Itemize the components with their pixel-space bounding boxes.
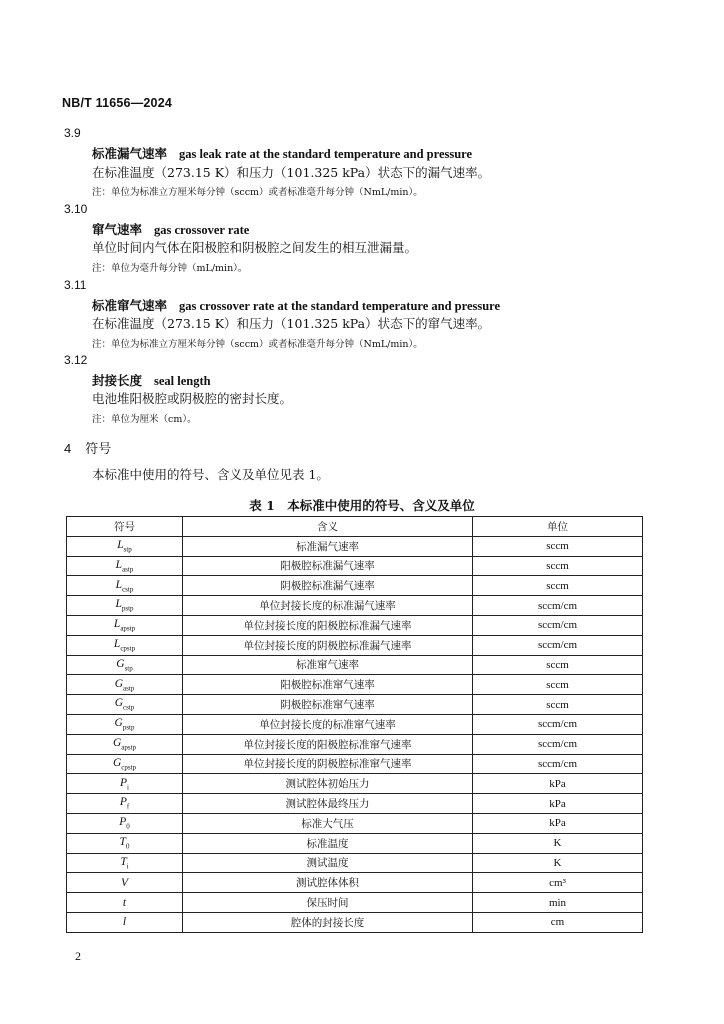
table-row [67,615,643,635]
unit-cell: sccm/cm [473,754,643,774]
symbol-base: L [117,539,124,552]
unit-cell: cm [473,912,643,932]
term-definition: 单位时间内气体在阳极腔和阴极腔之间发生的相互泄漏量。 [92,240,418,255]
symbol-subscript: 0 [126,822,130,831]
symbol-base: P [120,776,128,789]
unit-cell: sccm [473,556,643,576]
symbol-subscript: cpstp [120,644,136,653]
term-en: gas crossover rate [154,223,250,237]
symbol-subscript: apstp [121,743,137,752]
term-title [92,144,472,162]
unit-cell: min [473,893,643,913]
table-row [67,714,643,734]
section-number: 4 [64,441,72,456]
page-number: 2 [75,949,81,963]
symbol-base: G [116,657,125,670]
term-note: 注：单位为标准立方厘米每分钟（sccm）或者标准毫升每分钟（NmL/min）。 [92,187,423,198]
symbol-base: G [114,717,123,730]
meaning-cell: 单位封接长度的阳极腔标准窜气速率 [183,734,473,754]
symbol-cell [67,635,183,655]
symbol-base: t [122,896,127,909]
symbol-cell [67,774,183,794]
meaning-cell: 单位封接长度的阳极腔标准漏气速率 [183,615,473,635]
meaning-cell: 标准漏气速率 [183,536,473,556]
section-heading [64,438,111,457]
symbol-base: G [114,677,124,690]
table-row [67,833,643,853]
table-row [67,655,643,675]
term-title [92,220,249,238]
symbol-base: L [115,578,123,591]
symbol-cell [67,912,183,932]
symbol-cell [67,873,183,893]
meaning-cell: 阴极腔标准漏气速率 [183,576,473,596]
symbol-cell [67,596,183,616]
term-zh: 标准漏气速率 [92,146,168,161]
symbol-subscript: stp [124,664,133,673]
symbol-subscript: stp [123,545,132,554]
table-row [67,596,643,616]
symbol-base: T [119,836,126,848]
term-title [92,371,211,389]
meaning-cell: 测试腔体体积 [183,873,473,893]
clause-number: 3.12 [64,353,88,367]
table-row [67,675,643,695]
table-caption: 表 1 本标准中使用的符号、含义及单位 [249,498,475,513]
term-definition: 在标准温度（273.15 K）和压力（101.325 kPa）状态下的窜气速率。 [92,316,491,331]
symbol-subscript: pstp [121,604,134,613]
meaning-cell: 保压时间 [183,893,473,913]
header-symbol: 符号 [67,517,183,537]
symbol-subscript: cpstp [121,763,137,772]
table-header-row [67,517,643,537]
symbol-base: l [122,916,127,929]
meaning-cell: 标准窜气速率 [183,655,473,675]
term-definition: 电池堆阳极腔或阴极腔的密封长度。 [92,391,293,406]
meaning-cell: 单位封接长度的阴极腔标准窜气速率 [183,754,473,774]
symbol-cell [67,813,183,833]
table-row [67,893,643,913]
symbol-base: P [119,796,127,809]
symbol-cell [67,695,183,715]
table-row [67,873,643,893]
unit-cell: kPa [473,813,643,833]
symbol-cell [67,556,183,576]
table-row [67,754,643,774]
symbol-subscript: cstp [123,703,135,712]
table-row [67,813,643,833]
symbol-base: V [120,876,129,889]
unit-cell: K [473,833,643,853]
header-meaning: 含义 [183,517,473,537]
symbol-base: G [112,737,122,750]
symbol-cell [67,734,183,754]
symbol-table [66,516,643,933]
clause-number: 3.11 [64,278,87,292]
unit-cell: cm³ [473,873,643,893]
symbol-cell [67,833,183,853]
symbol-cell [67,893,183,913]
term-note: 注：单位为厘米（cm）。 [92,414,197,425]
symbol-cell [67,536,183,556]
symbol-cell [67,655,183,675]
table-row [67,912,643,932]
term-en: gas crossover rate at the standard temperature and pressure [179,299,501,313]
symbol-subscript: i [127,782,129,791]
section-title: 符号 [85,442,112,457]
unit-cell: sccm/cm [473,714,643,734]
header-unit: 单位 [473,517,643,537]
symbol-cell [67,675,183,695]
meaning-cell: 测试腔体最终压力 [183,794,473,814]
unit-cell: kPa [473,794,643,814]
unit-cell: sccm/cm [473,596,643,616]
document-header: NB/T 11656—2024 [62,96,173,110]
unit-cell: kPa [473,774,643,794]
meaning-cell: 单位封接长度的阴极腔标准漏气速率 [183,635,473,655]
symbol-subscript: f [126,802,130,811]
section-intro: 本标准中使用的符号、含义及单位见表 1。 [92,467,329,482]
term-zh: 封接长度 [92,373,143,388]
symbol-subscript: 0 [125,842,130,851]
meaning-cell: 腔体的封接长度 [183,912,473,932]
unit-cell: sccm [473,576,643,596]
unit-cell: sccm/cm [473,615,643,635]
symbol-base: G [114,697,124,710]
symbol-subscript: apstp [120,624,136,633]
symbol-cell [67,615,183,635]
term-zh: 窜气速率 [92,222,143,237]
symbol-base: T [120,855,127,868]
symbol-base: L [113,618,121,631]
symbol-subscript: astp [122,565,134,574]
meaning-cell: 标准大气压 [183,813,473,833]
table-row [67,576,643,596]
symbol-cell [67,853,183,873]
term-zh: 标准窜气速率 [92,298,168,313]
meaning-cell: 测试腔体初始压力 [183,774,473,794]
unit-cell: sccm [473,675,643,695]
symbol-subscript: astp [123,683,135,692]
table-row [67,635,643,655]
symbol-subscript: pstp [122,723,135,732]
symbol-base: L [115,598,122,611]
clause-number: 3.10 [64,202,88,216]
unit-cell: sccm/cm [473,635,643,655]
table-row [67,734,643,754]
meaning-cell: 阳极腔标准漏气速率 [183,556,473,576]
meaning-cell: 阳极腔标准窜气速率 [183,675,473,695]
meaning-cell: 阴极腔标准窜气速率 [183,695,473,715]
unit-cell: sccm/cm [473,734,643,754]
unit-cell: K [473,853,643,873]
symbol-subscript: i [126,862,129,871]
symbol-base: G [112,756,122,769]
term-en: gas leak rate at the standard temperature and pressure [179,147,473,161]
term-title [92,296,500,314]
table-row [67,853,643,873]
table-row [67,695,643,715]
meaning-cell: 单位封接长度的标准窜气速率 [183,714,473,734]
unit-cell: sccm [473,695,643,715]
symbol-base: L [115,558,123,571]
table-body [67,536,643,932]
term-en: seal length [154,374,211,388]
symbol-base: P [119,816,127,829]
unit-cell: sccm [473,655,643,675]
symbol-subscript: cstp [122,584,134,593]
symbol-base: L [113,638,121,651]
symbol-cell [67,794,183,814]
symbol-cell [67,714,183,734]
term-note: 注：单位为毫升每分钟（mL/min）。 [92,263,248,274]
symbol-cell [67,576,183,596]
term-note: 注：单位为标准立方厘米每分钟（sccm）或者标准毫升每分钟（NmL/min）。 [92,339,423,350]
table-row [67,536,643,556]
unit-cell: sccm [473,536,643,556]
meaning-cell: 单位封接长度的标准漏气速率 [183,596,473,616]
meaning-cell: 标准温度 [183,833,473,853]
symbol-cell [67,754,183,774]
meaning-cell: 测试温度 [183,853,473,873]
clause-number: 3.9 [64,126,81,140]
table-row [67,556,643,576]
term-definition: 在标准温度（273.15 K）和压力（101.325 kPa）状态下的漏气速率。 [92,165,491,180]
table-row [67,794,643,814]
table-row [67,774,643,794]
